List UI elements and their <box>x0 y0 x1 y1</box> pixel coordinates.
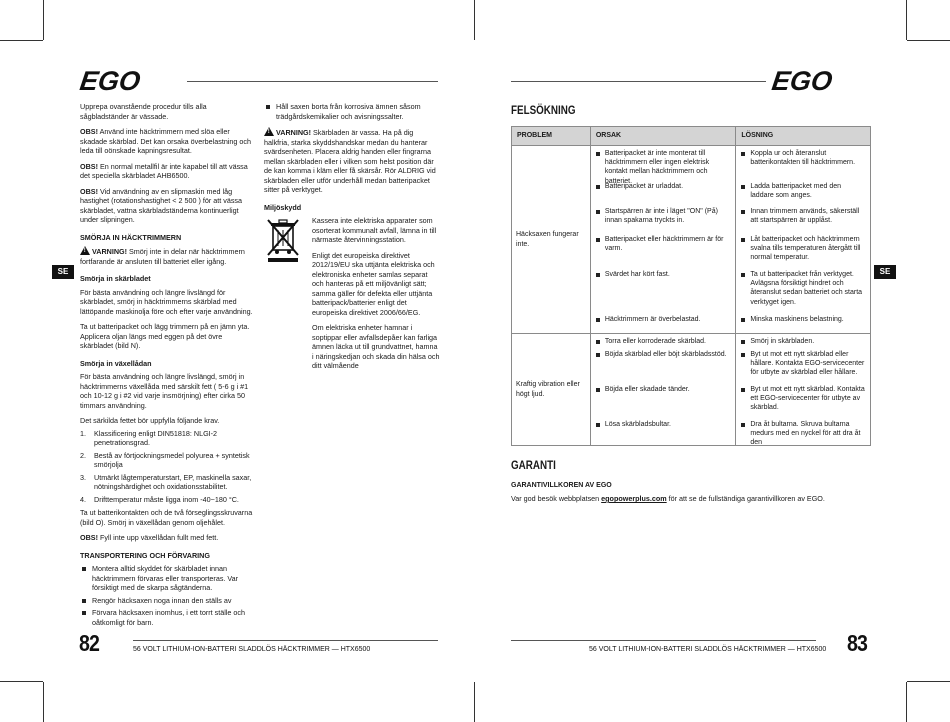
storage-list <box>80 564 255 627</box>
troubleshooting-heading: FELSÖKNING <box>511 103 576 117</box>
note-paragraph <box>80 533 255 543</box>
solution-item: Byt ut mot ett nytt skärblad eller hållare. Kontakta EGO-servicecenter för utbyte av skärblad eller hållare. <box>740 350 866 385</box>
crop-mark <box>43 0 44 40</box>
solution-item: Dra åt bultarna. Skruva bultarna medurs med en nyckel för att dra åt den <box>740 420 866 440</box>
note-label: OBS! <box>80 533 98 542</box>
crop-mark <box>907 681 950 682</box>
ego-logo: EGO <box>78 66 143 96</box>
warranty-text-part: för att se de fullständiga garantivillkoren av EGO. <box>666 494 825 503</box>
list-item: Rengör häcksaxen noga innan den ställs av <box>80 596 255 606</box>
solution-item: Ta ut batteripacket från verktyget. Avlägsna försiktigt hindret och återanslut sedan batteriet och starta verktyget igen. <box>740 270 866 315</box>
problem-cell: Häcksaxen fungerar inte. <box>512 146 591 334</box>
crop-mark <box>907 40 950 41</box>
cause-item: Batteripacket är urladdat. <box>595 182 732 207</box>
note-paragraph <box>80 187 255 225</box>
cause-item: Startspärren är inte i läget "ON" (På) innan spakarna tryckts in. <box>595 207 732 235</box>
paragraph: För bästa användning och längre livslängd för skärbladet, smörj in häcktrimmerns skärblad med lättöpande maskinolja före och efter varje användning. <box>80 287 253 316</box>
crop-mark <box>474 0 475 40</box>
paragraph: Upprepa ovanstående procedur tills alla sågbladständer är vässade. <box>80 102 207 121</box>
note-text: Vid användning av en slipmaskin med låg hastighet (rotationshastighet < 2 500 ) för att vässa skärbladet, vattna skärbladständerna kontinuerligt under slipningen. <box>80 186 243 224</box>
table-header-row <box>512 127 871 146</box>
solution-item: Byt ut mot ett nytt skärblad. Kontakta ett EGO-servicecenter för utbyte av skärblad. <box>740 385 866 420</box>
paragraph: Det särkilda fettet bör uppfylla följande krav. <box>80 416 220 425</box>
note-paragraph <box>80 127 255 156</box>
note-text: En normal metallfil är inte kapabel till att vässa det speciella skärbladet AHB6500. <box>80 161 248 180</box>
warranty-link[interactable]: egopowerplus.com <box>601 494 667 503</box>
warranty-text <box>511 494 871 504</box>
solution-item: Innan trimmern används, säkerställ att startspärren är upplåst. <box>740 207 866 235</box>
problem-cell: Kraftig vibration eller högt ljud. <box>512 334 591 446</box>
list-number: 1. <box>80 428 86 438</box>
list-item: Montera alltid skyddet för skärbladet innan häcktrimmern förvaras eller transporteras. Var försiktigt med de skarpa sågtänderna. <box>80 564 255 593</box>
cause-cell <box>590 334 736 446</box>
crop-mark <box>0 40 43 41</box>
warning-label: VARNING! <box>92 247 128 256</box>
list-item <box>80 495 255 505</box>
warranty-subheading: GARANTIVILLKOREN AV EGO <box>511 482 612 489</box>
environment-block <box>264 216 440 371</box>
crop-mark <box>906 0 907 40</box>
paragraph: Ta ut batterikontakten och de två förseglingsskruvarna (bild O). Smörj in växellådan genom oljehålet. <box>80 508 253 527</box>
column-header: PROBLEM <box>512 127 591 146</box>
solution-item: Smörj in skärbladen. <box>740 337 866 350</box>
solution-item: Minska maskinens belastning. <box>740 315 866 327</box>
sub-heading: Smörja in skärbladet <box>80 274 151 283</box>
list-item <box>80 429 255 448</box>
paragraph: Enligt det europeiska direktivet 2012/19/EU ska uttjänta elektriska och elektroniska enheter samlas separat och hanteras på ett miljövänligt sätt; samma gäller för defekta eller uttjänta batteripack/batterier enligt det europeiska direktivet 2006/66/EG. <box>312 250 435 317</box>
note-text: Fyll inte upp växellådan fullt med fett. <box>97 533 219 542</box>
list-item <box>80 451 255 470</box>
page-number: 82 <box>79 630 100 656</box>
section-heading: SMÖRJA IN HÄCKTRIMMERN <box>80 232 182 242</box>
column-header: LÖSNING <box>736 127 871 146</box>
note-label: OBS! <box>80 186 98 196</box>
list-text: Drifttemperatur måste ligga inom -40~180 °C. <box>94 494 239 504</box>
solution-item: Ladda batteripacket med den laddare som anges. <box>740 182 866 207</box>
language-tab: SE <box>874 265 896 279</box>
column-header: ORSAK <box>590 127 736 146</box>
left-column-2 <box>264 102 440 377</box>
list-number: 4. <box>80 494 86 504</box>
footer-title: 56 VOLT LITHIUM-ION-BATTERI SLADDLÖS HÄCKTRIMMER — HTX6500 <box>589 646 827 653</box>
list-item: Håll saxen borta från korrosiva ämnen såsom trädgårdskemikalier och avisningssalter. <box>264 102 440 121</box>
sub-heading: Smörja in växellådan <box>80 358 152 368</box>
note-paragraph <box>80 162 255 181</box>
left-column-1 <box>80 102 255 630</box>
list-text: Klassificering enligt DIN51818: NLGI-2 penetrationsgrad. <box>94 428 218 447</box>
warning-text: Skärbladen är vassa. Ha på dig halkfria, starka skyddshandskar medan du hanterar svärdsenheten. Placera aldrig handen eller fingrarna mellan skärbladen eller i vilken som helst position där de kan komma i kläm eller få skärsår. Rör ALDRIG vid skärbladen eller utför underhåll medan batteripacket sitter på verktyget. <box>264 128 436 194</box>
troubleshooting-table <box>511 126 871 446</box>
paragraph: Om elektriska enheter hamnar i soptippar eller avfallsdepåer kan farliga ämnen läcka ut till grundvattnet, hamna i näringskedjan och skada din hälsa och ditt välmående <box>312 323 440 370</box>
header-rule <box>511 81 766 82</box>
ego-logo: EGO <box>770 66 835 96</box>
crop-mark <box>474 682 475 722</box>
note-text: Använd inte häcktrimmern med slöa eller skadade skärblad. Det kan orsaka överbelastning och leda till oönskade kapningsresultat. <box>80 127 252 155</box>
list-item <box>80 473 255 492</box>
section-heading: TRANSPORTERING OCH FÖRVARING <box>80 550 210 560</box>
requirements-list <box>80 429 255 505</box>
list-item: Förvara häcksaxen inomhus, i ett torrt ställe och oåtkomligt för barn. <box>80 608 255 627</box>
cause-item: Häcktrimmern är överbelastad. <box>595 315 732 327</box>
paragraph: Kassera inte elektriska apparater som osorterat kommunalt avfall, lämna in till närmaste återvinningsstation. <box>312 216 437 244</box>
cause-item: Torra eller korroderade skärblad. <box>595 337 732 350</box>
warning-text: Smörj inte in delar när häcktrimmern fortfarande är ansluten till batteriet eller igång. <box>80 247 245 266</box>
list-number: 3. <box>80 472 86 482</box>
solution-item: Koppla ur och återanslut batterikontakten till häcktrimmern. <box>740 149 866 182</box>
crop-mark <box>43 682 44 722</box>
cause-item: Batteripacket eller häcktrimmern är för varm. <box>595 235 732 270</box>
storage-list-continued <box>264 102 440 121</box>
language-tab: SE <box>52 265 74 279</box>
list-text: Utmärkt lågtemperaturstart, EP, maskinella saxar, nötningshärdighet och oxidationsstabilitet. <box>94 472 252 491</box>
list-text: Bestå av förtjockningsmedel polyurea + syntetisk smörjolja <box>94 450 250 469</box>
warning-icon <box>264 127 274 136</box>
paragraph: För bästa användning och längre livslängd, smörj in häcktrimmerns växellåda med särskilt fett ( 5-6 g i #1 och 10-12 g i #2 vid varje insmörjning) efter cirka 50 timmars användning. <box>80 372 249 410</box>
footer-title: 56 VOLT LITHIUM-ION-BATTERI SLADDLÖS HÄCKTRIMMER — HTX6500 <box>133 646 371 653</box>
solution-cell <box>736 334 871 446</box>
header-rule <box>187 81 438 82</box>
warning-label: VARNING! <box>276 128 312 137</box>
paragraph: Ta ut batteripacket och lägg trimmern på en jämn yta. Applicera oljan längs med eggen på det övre skärbladet (bild N). <box>80 322 250 350</box>
solution-item: Låt batteripacket och häcktrimmern svalna tills temperaturen återgått till normal temperatur. <box>740 235 866 270</box>
cause-item: Böjda skärblad eller böjt skärbladsstöd. <box>595 350 732 385</box>
crop-mark <box>0 681 43 682</box>
list-number: 2. <box>80 450 86 460</box>
cause-item: Batteripacket är inte monterat till häcktrimmern eller ingen elektrisk kontakt mellan häcktrimmern och batteriet. <box>595 149 732 182</box>
warning-paragraph <box>264 127 440 195</box>
page-number: 83 <box>847 630 868 656</box>
cause-item: Böjda eller skadade tänder. <box>595 385 732 420</box>
cause-item: Svärdet har kört fast. <box>595 270 732 315</box>
cause-cell <box>590 146 736 334</box>
note-label: OBS! <box>80 161 98 171</box>
sub-heading: Miljöskydd <box>264 202 302 212</box>
footer-rule <box>133 640 438 641</box>
weee-bin-icon <box>266 218 300 262</box>
table-row <box>512 146 871 334</box>
table-row <box>512 334 871 446</box>
warranty-heading: GARANTI <box>511 458 556 472</box>
note-label: OBS! <box>80 127 98 136</box>
warning-icon <box>80 246 90 255</box>
crop-mark <box>906 682 907 722</box>
warranty-text-part: Var god besök webbplatsen <box>511 494 602 503</box>
cause-item: Lösa skärbladsbultar. <box>595 420 732 440</box>
warning-paragraph <box>80 246 255 266</box>
footer-rule <box>511 640 816 641</box>
solution-cell <box>736 146 871 334</box>
